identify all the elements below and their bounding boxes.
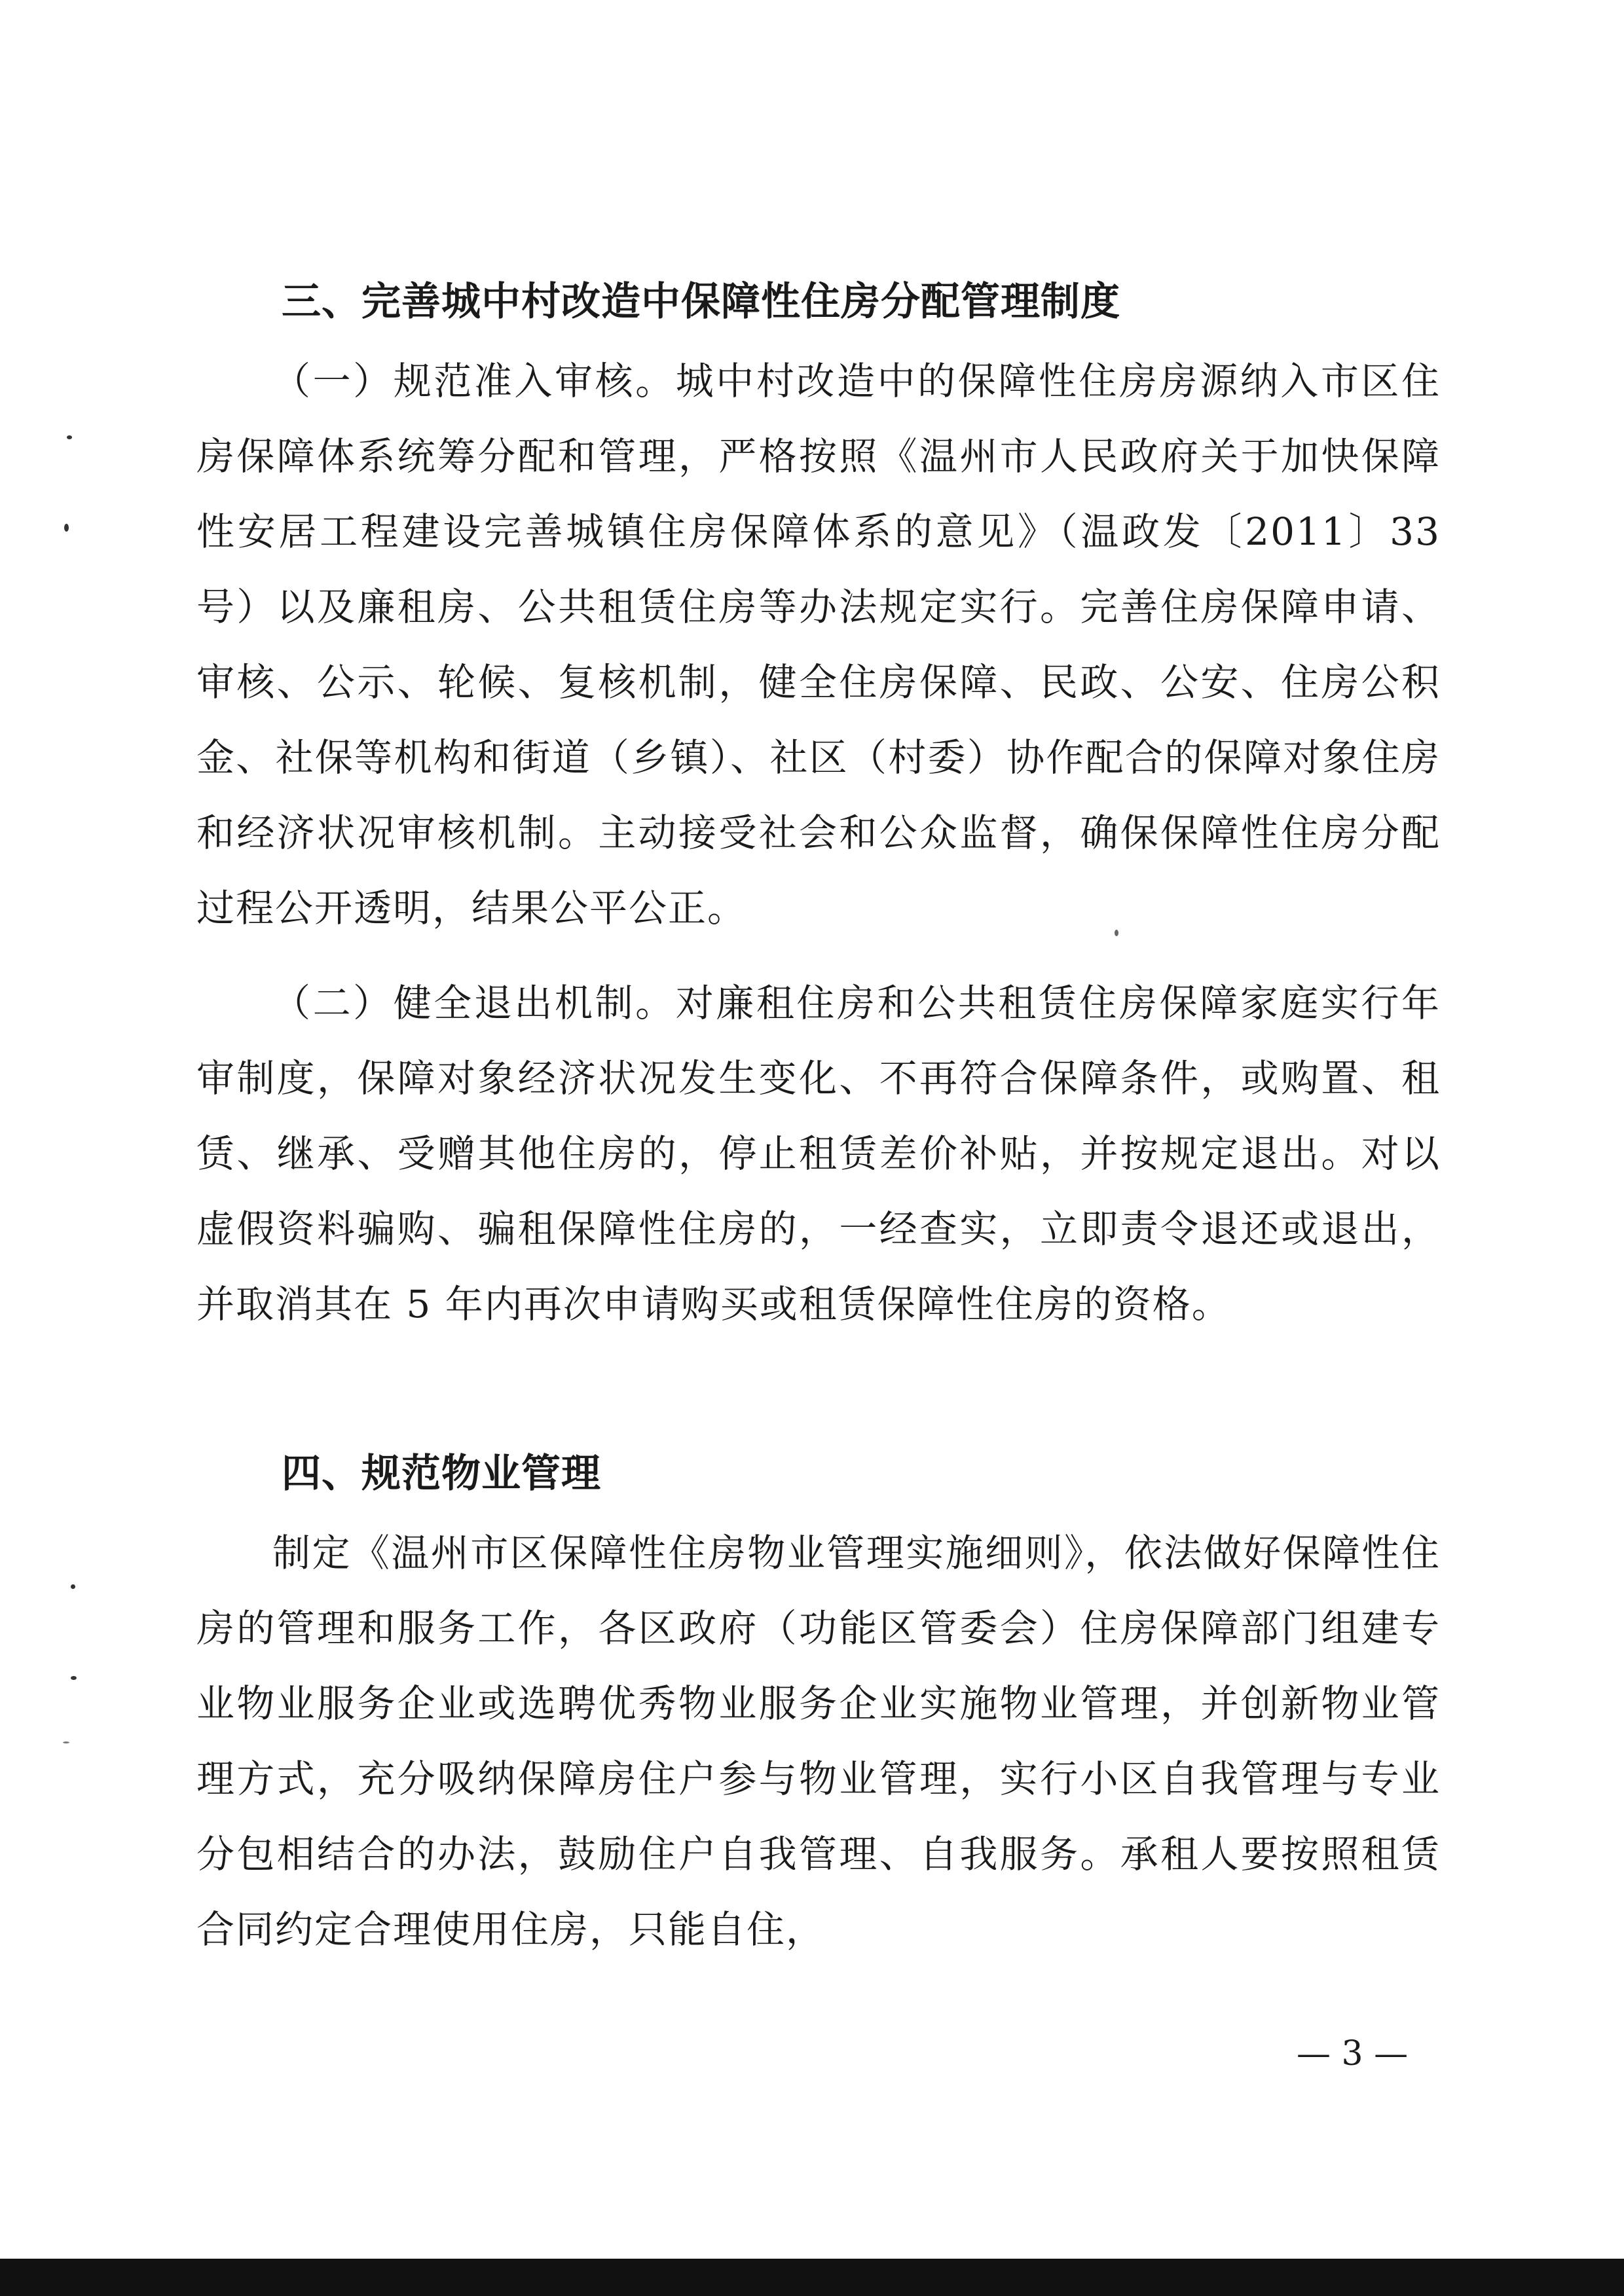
paragraph-admission-review: （一）规范准入审核。城中村改造中的保障性住房房源纳入市区住房保障体系统筹分配和管理，严格按照《温州市人民政府关于加快保障性安居工程建设完善城镇住房保障体系的意见》（温政发〔2011〕33 号）以及廉租房、公共租赁住房等办法规定实行。完善住房保障申请、审核、公示、轮候、复核机制，健全住房保障、民政、公安、住房公积金、社保等机构和街道（乡镇）、社区（村委）协作配合的保障对象住房和经济状况审核机制。主动接受社会和公众监督，确保保障性住房分配过程公开透明，结果公平公正。 [196,359,1441,930]
section-4-heading: 四、规范物业管理 [282,1451,601,1497]
scan-speck [64,524,69,532]
scan-speck [63,1741,69,1743]
section-3-heading: 三、完善城中村改造中保障性住房分配管理制度 [282,279,1120,325]
scan-speck [71,1676,77,1680]
paragraph-exit-mechanism: （二）健全退出机制。对廉租住房和公共租赁住房保障家庭实行年审制度，保障对象经济状况发生变化、不再符合保障条件，或购置、租赁、继承、受赠其他住房的，停止租赁差价补贴，并按规定退出。对以虚假资料骗购、骗租保障性住房的，一经查实，立即责令退还或退出，并取消其在 5 年内再次申请购买或租赁保障性住房的资格。 [196,981,1441,1326]
scan-speck [71,1584,75,1589]
scan-speck [1115,930,1118,936]
scan-bottom-edge [0,2259,1624,2296]
scan-speck [67,435,72,439]
paragraph-property-management: 制定《温州市区保障性住房物业管理实施细则》，依法做好保障性住房的管理和服务工作，各区政府（功能区管委会）住房保障部门组建专业物业服务企业或选聘优秀物业服务企业实施物业管理，并创新物业管理方式，充分吸纳保障房住户参与物业管理，实行小区自我管理与专业分包相结合的办法，鼓励住户自我管理、自我服务。承租人要按照租赁合同约定合理使用住房，只能自住， [196,1531,1441,1952]
page-number: — 3 — [1297,2034,1409,2073]
